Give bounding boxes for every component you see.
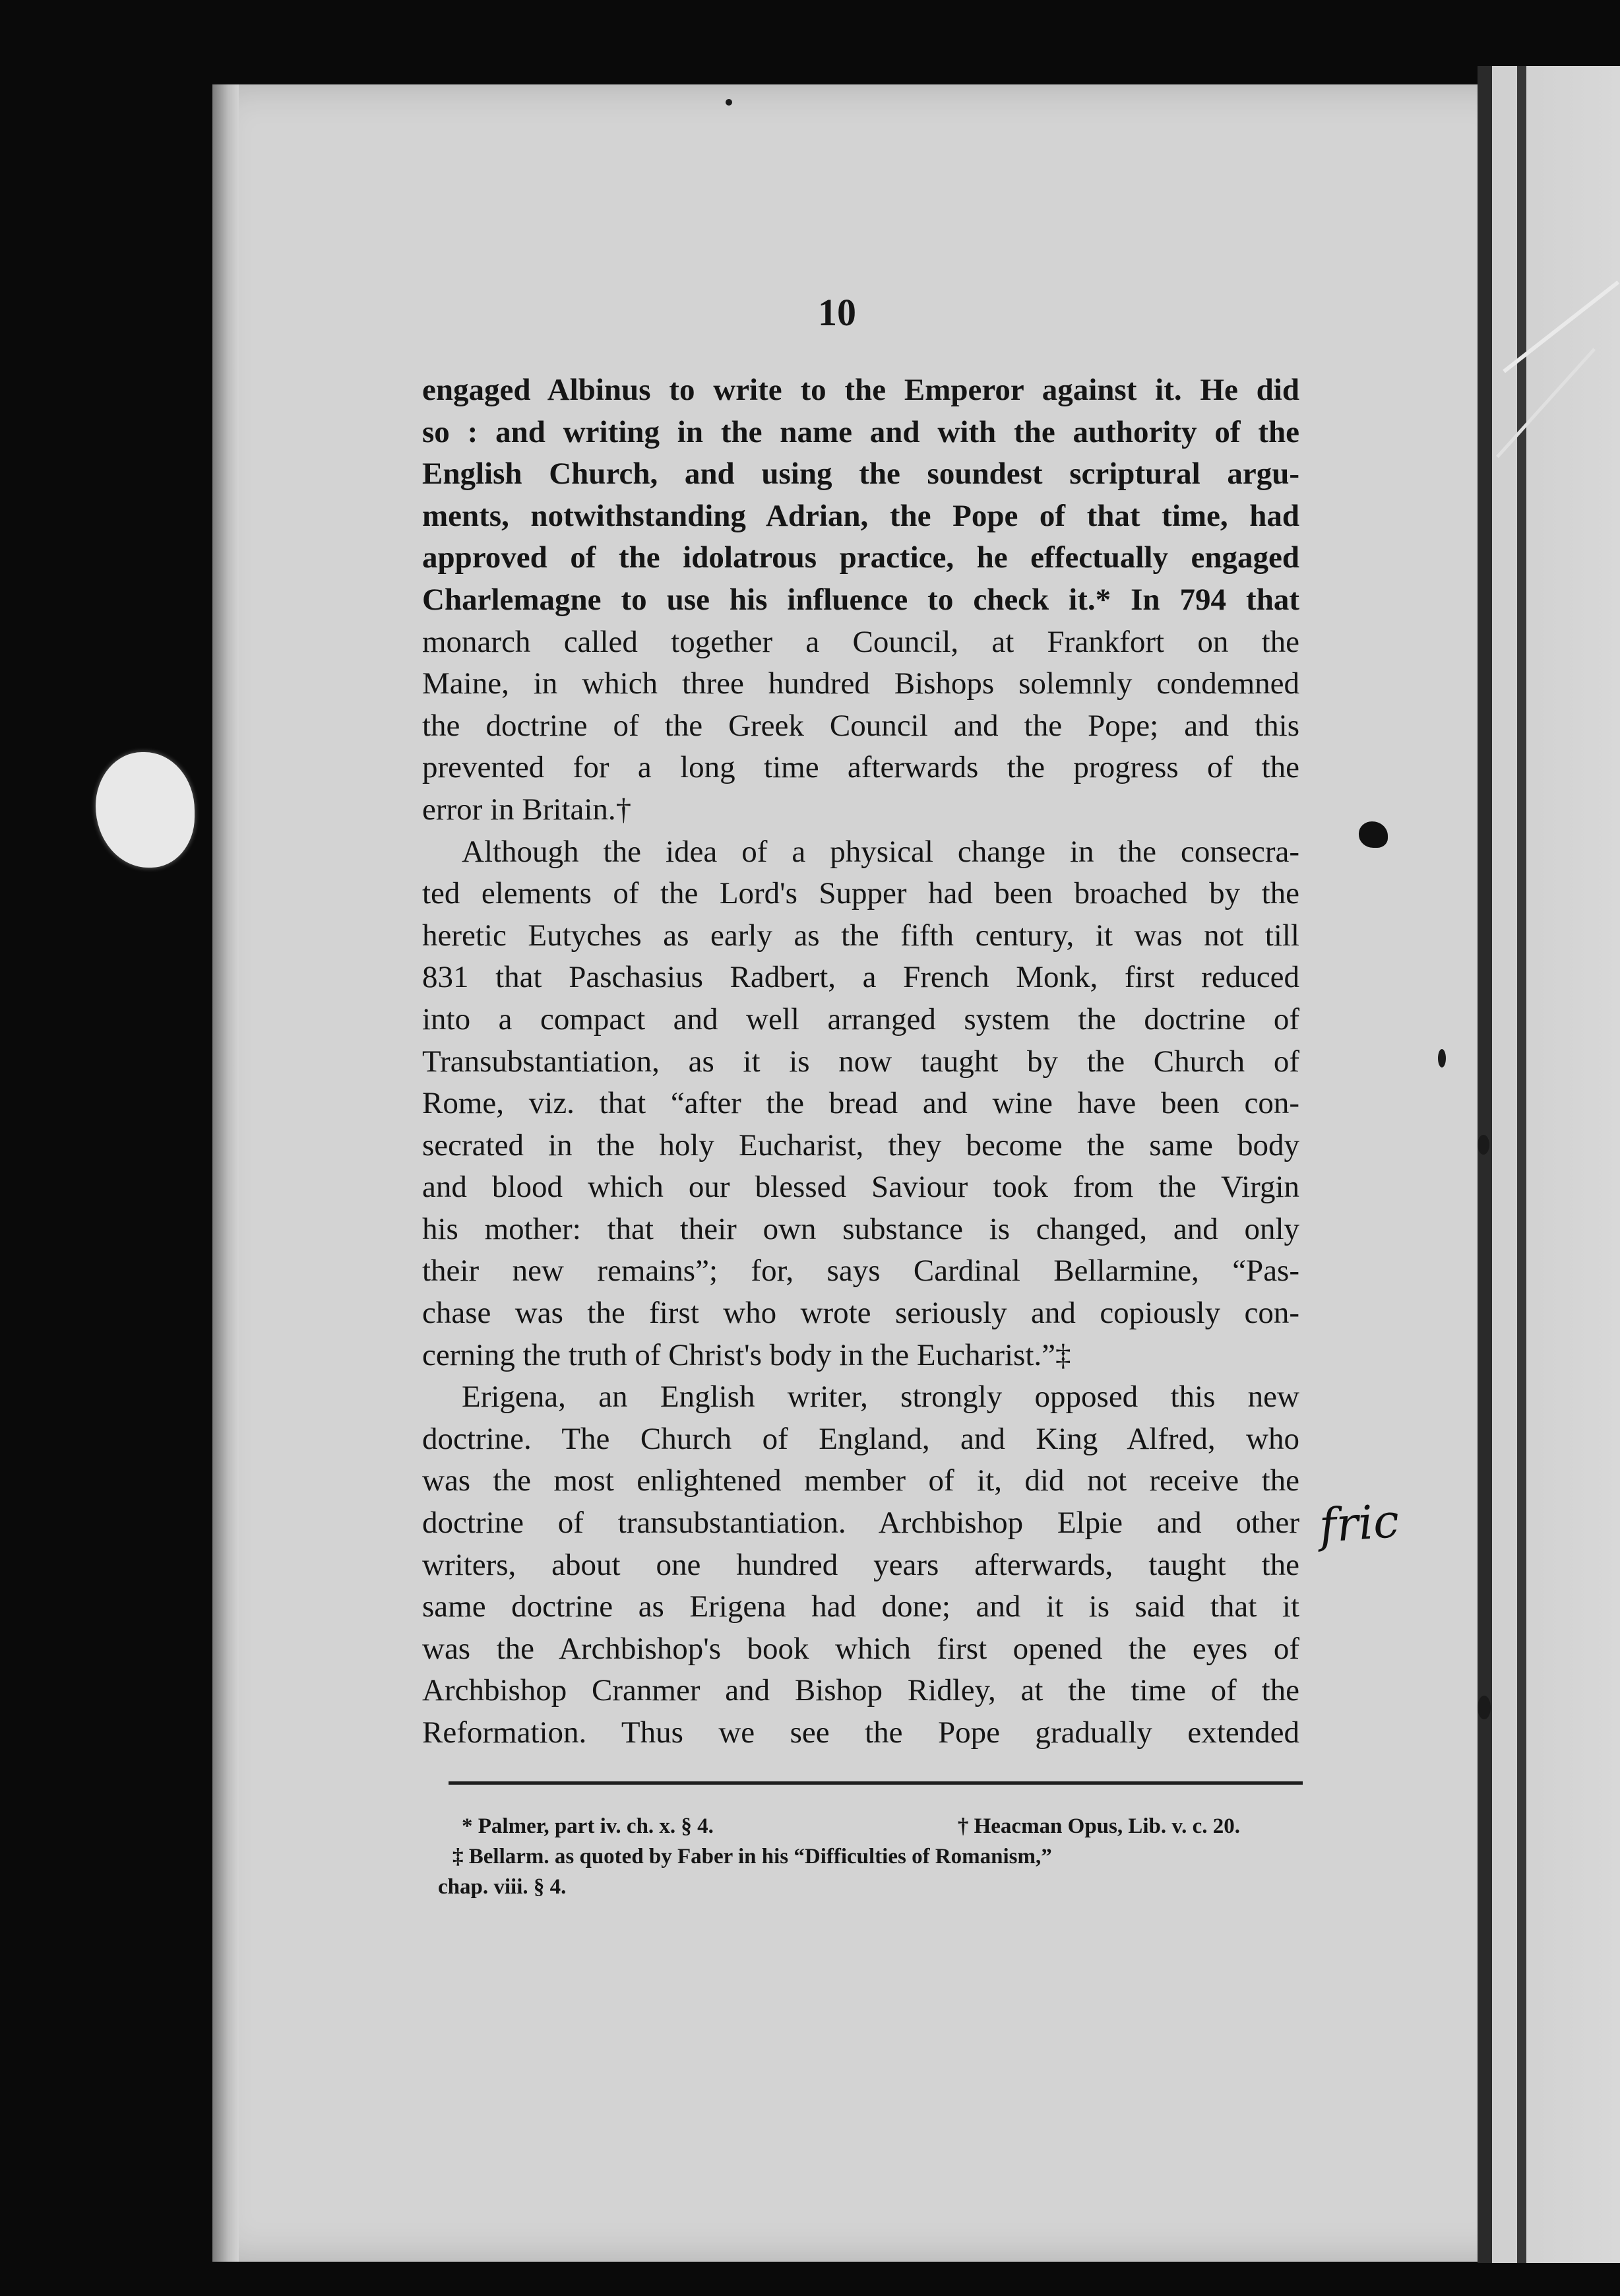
page-left-edge [212, 84, 239, 2262]
dust-speck [1478, 1696, 1491, 1719]
text-line: and blood which our blessed Saviour took from the Virgin [422, 1170, 1299, 1205]
dust-speck [1478, 1135, 1489, 1155]
text-line: doctrine of transubstantiation. Archbishop Elpie and other [422, 1506, 1299, 1541]
text-line: secrated in the holy Eucharist, they become the same body [422, 1128, 1299, 1163]
text-line: their new remains”; for, says Cardinal Bellarmine, “Pas- [422, 1254, 1299, 1289]
text-line: Transubstantiation, as it is now taught by the Church of [422, 1044, 1299, 1079]
text-line: was the most enlightened member of it, did not receive the [422, 1463, 1299, 1498]
footnote-bellarm: ‡ Bellarm. as quoted by Faber in his “Difficulties of Romanism,” [452, 1845, 1052, 1868]
text-line: error in Britain.† [422, 792, 632, 827]
text-line: ted elements of the Lord's Supper had been broached by the [422, 876, 1299, 911]
facing-page-sliver [1492, 66, 1620, 2263]
footnote-bellarm-continued: chap. viii. § 4. [438, 1875, 567, 1899]
text-line: 831 that Paschasius Radbert, a French Monk, first reduced [422, 960, 1299, 995]
text-line: English Church, and using the soundest scriptural argu- [422, 457, 1299, 492]
handwritten-correction: fric [1317, 1493, 1401, 1554]
text-line: Reformation. Thus we see the Pope gradually extended [422, 1715, 1299, 1750]
text-line: cerning the truth of Christ's body in the Eucharist.”‡ [422, 1337, 1071, 1372]
text-line: Erigena, an English writer, strongly opposed this new [462, 1380, 1299, 1415]
footnote-heacman: † Heacman Opus, Lib. v. c. 20. [957, 1814, 1240, 1838]
binding-edge [1517, 66, 1526, 2263]
text-line: into a compact and well arranged system the doctrine of [422, 1002, 1299, 1036]
text-line: prevented for a long time afterwards the progress of the [422, 750, 1299, 785]
dust-speck [726, 99, 732, 106]
text-line: engaged Albinus to write to the Emperor against it. He did [422, 373, 1299, 407]
body-text [422, 369, 1299, 1754]
text-line: Maine, in which three hundred Bishops solemnly condemned [422, 666, 1299, 701]
footnotes [438, 1811, 1306, 1902]
text-line: so : and writing in the name and with the authority of the [422, 414, 1299, 449]
text-line: ments, notwithstanding Adrian, the Pope of that time, had [422, 498, 1299, 533]
text-line: was the Archbishop's book which first opened the eyes of [422, 1631, 1299, 1666]
text-line: Charlemagne to use his influence to check it.* In 794 that [422, 582, 1299, 617]
dust-speck [1438, 1049, 1446, 1068]
text-line: same doctrine as Erigena had done; and it is said that it [422, 1589, 1299, 1624]
ink-blot [1359, 821, 1388, 848]
text-line: Rome, viz. that “after the bread and wine have been con- [422, 1086, 1299, 1121]
text-line: doctrine. The Church of England, and King Alfred, who [422, 1421, 1299, 1456]
text-line: monarch called together a Council, at Frankfort on the [422, 624, 1299, 659]
text-line: his mother: that their own substance is changed, and only [422, 1211, 1299, 1246]
footnote-row [449, 1811, 1306, 1841]
text-line: writers, about one hundred years afterwards, taught the [422, 1547, 1299, 1582]
text-line: the doctrine of the Greek Council and the Pope; and this [422, 708, 1299, 743]
footnote-palmer: * Palmer, part iv. ch. x. § 4. [462, 1814, 714, 1838]
text-line: heretic Eutyches as early as the fifth century, it was not till [422, 918, 1299, 953]
text-line: Although the idea of a physical change in the consecra- [462, 834, 1299, 869]
text-line: Archbishop Cranmer and Bishop Ridley, at the time of the [422, 1673, 1299, 1708]
footnote-divider [449, 1781, 1303, 1785]
text-line: approved of the idolatrous practice, he effectually engaged [422, 540, 1299, 575]
page-number: 10 [818, 291, 856, 334]
page-gutter [1478, 66, 1492, 2263]
text-line: chase was the first who wrote seriously and copiously con- [422, 1296, 1299, 1331]
